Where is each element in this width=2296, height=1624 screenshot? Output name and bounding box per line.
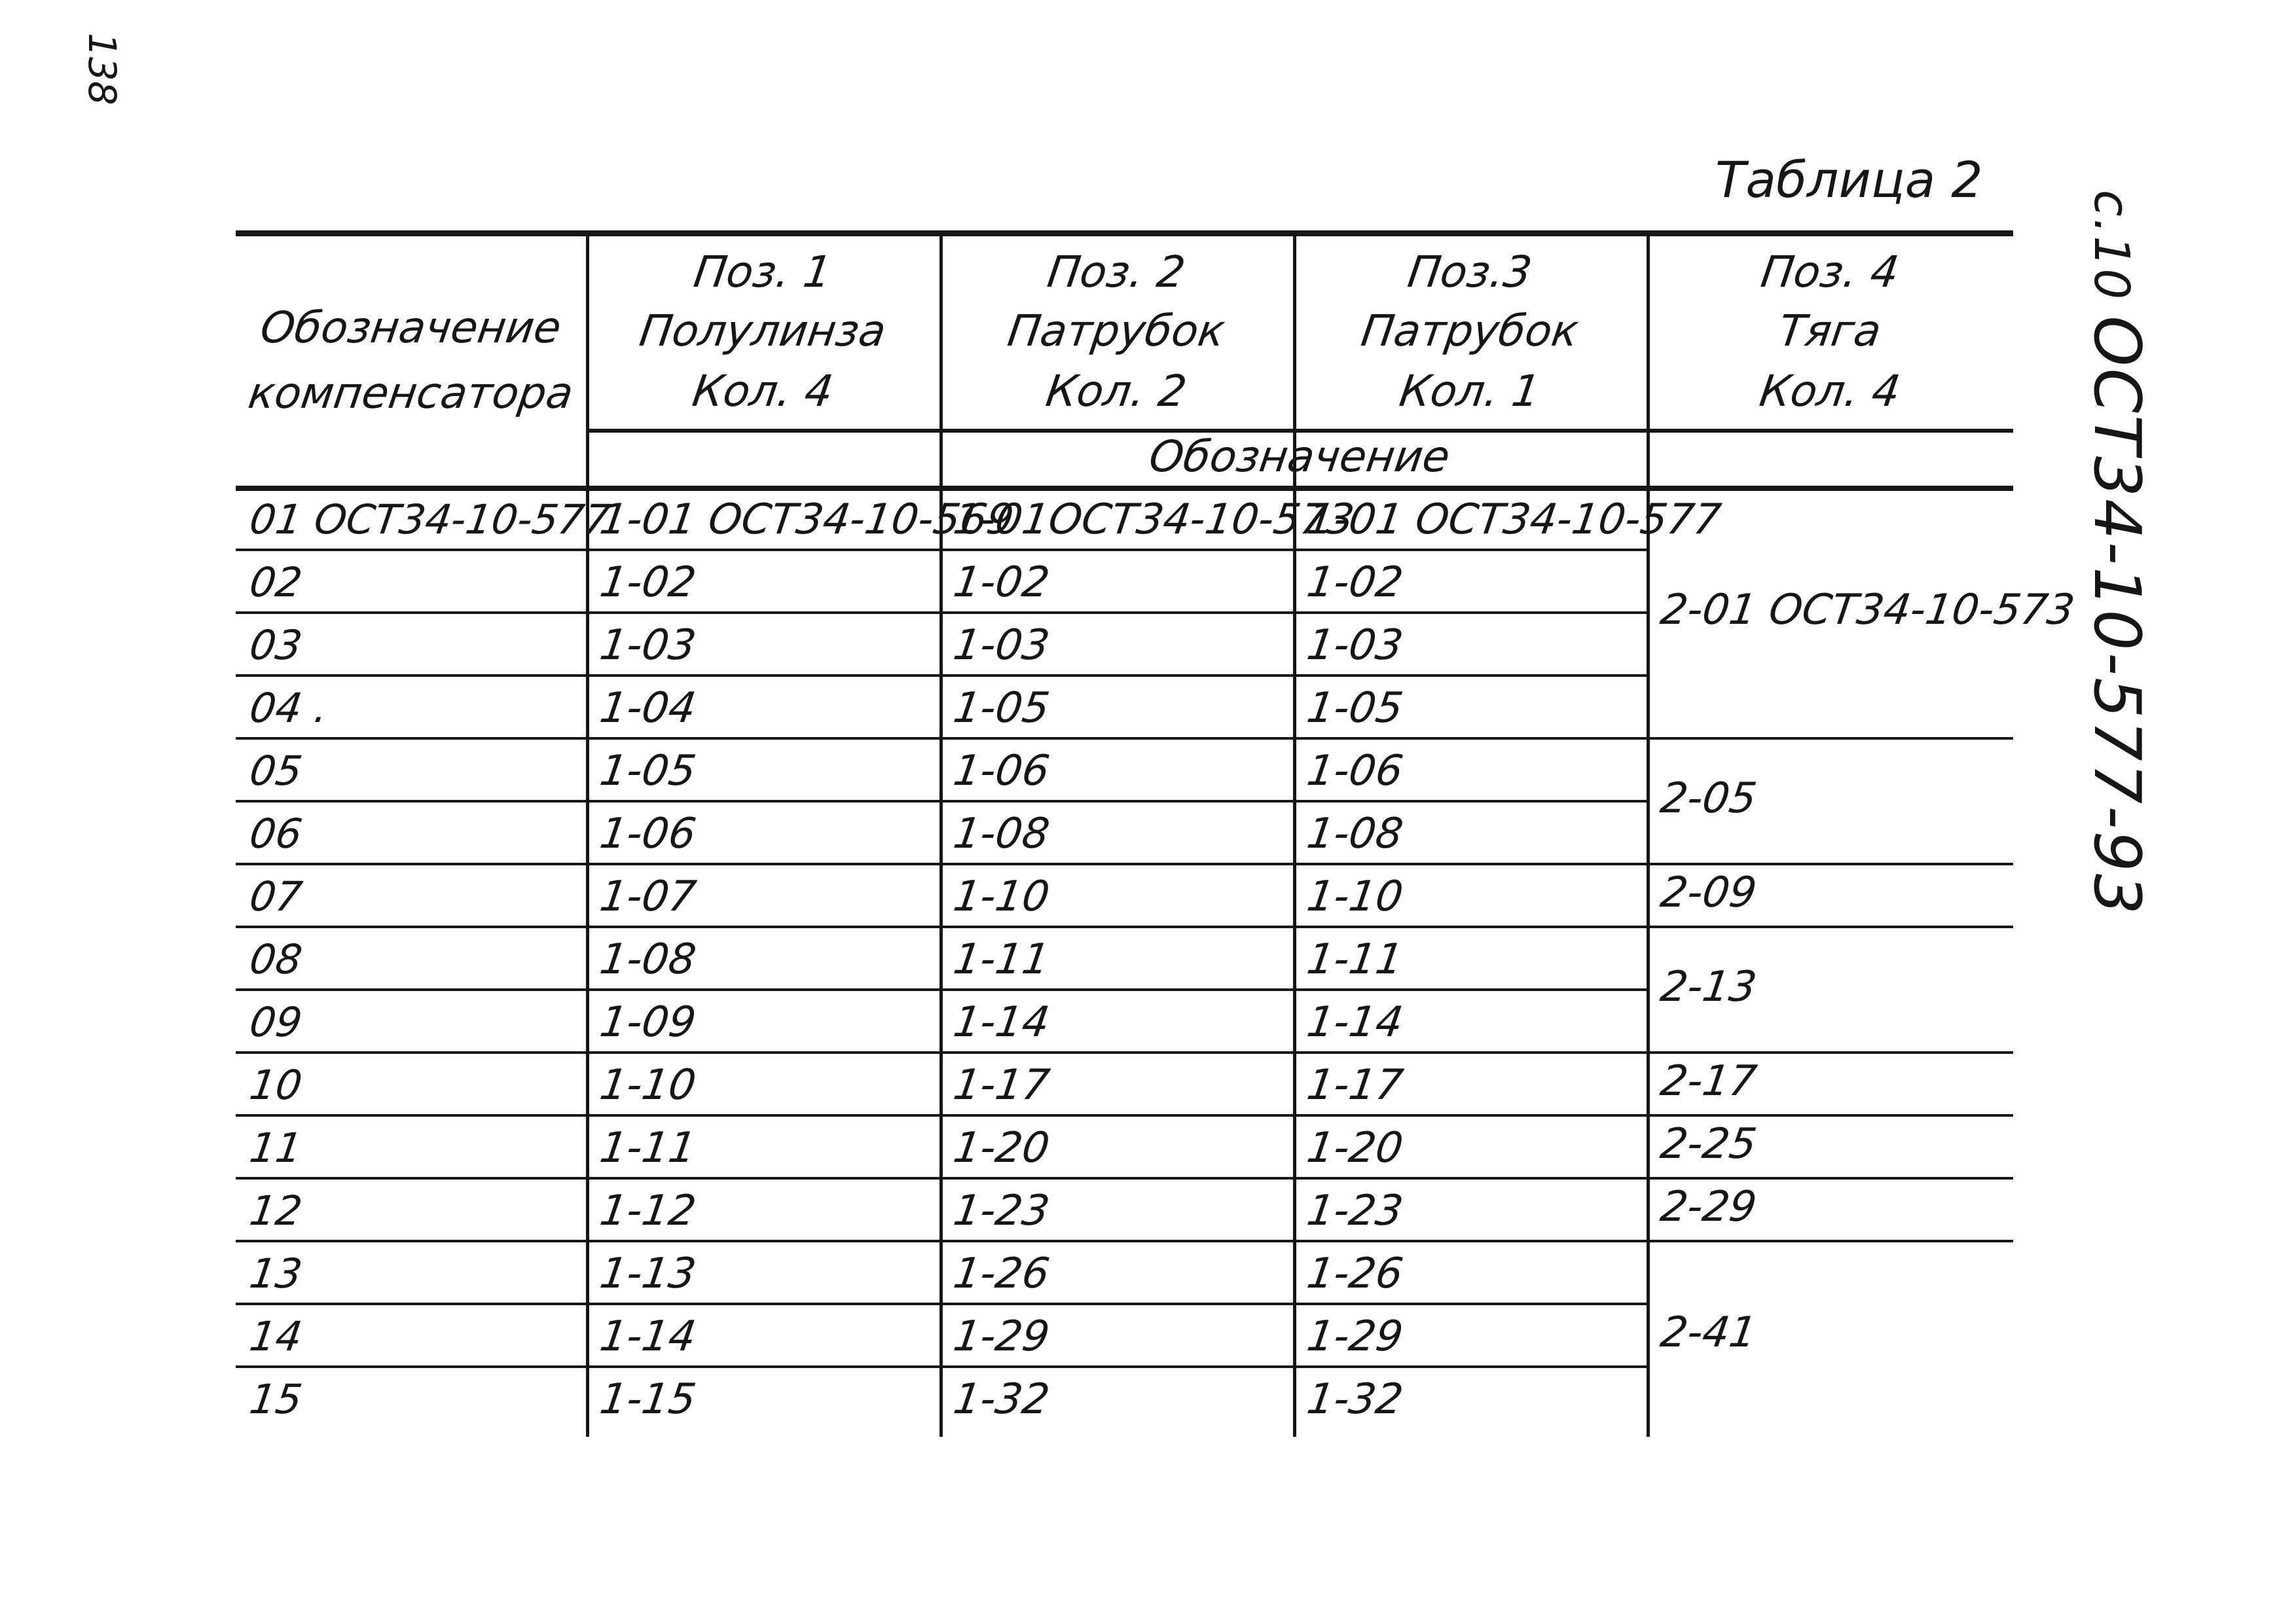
group-rule (1647, 1051, 2013, 1054)
compensator-designation: 12 (246, 1187, 306, 1235)
pos1-designation: 1-09 (596, 998, 699, 1047)
pos1-designation: 1-06 (596, 810, 699, 858)
pos1-designation: 1-14 (596, 1312, 699, 1361)
pos1-designation: 1-15 (596, 1375, 699, 1424)
row-rule (236, 1365, 1647, 1368)
pos2-designation: 1-06 (950, 747, 1053, 795)
group-rule (1647, 1177, 2013, 1180)
pos3-designation: 1-10 (1303, 873, 1406, 921)
pos4-designation: 2-17 (1657, 1057, 1760, 1106)
compensator-designation: 03 (246, 621, 306, 669)
row-rule (236, 549, 1647, 551)
table-caption: Таблица 2 (1715, 151, 1983, 209)
row-rule (236, 611, 1647, 614)
pos1-designation: 1-01 ОСТ34-10-569 (596, 496, 1017, 544)
pos2-designation: 1-08 (950, 810, 1053, 858)
pos2-designation: 1-05 (950, 684, 1053, 732)
pos4-designation: 2-05 (1657, 774, 1760, 823)
row-rule (236, 800, 1647, 803)
pos2-designation: 1-23 (950, 1187, 1053, 1235)
header-position: Поз. 4 (1758, 247, 1903, 297)
pos3-designation: 1-02 (1303, 558, 1406, 607)
compensator-designation: 06 (246, 810, 306, 857)
group-rule (1647, 926, 2013, 928)
pos3-designation: 1-03 (1303, 621, 1406, 670)
pos2-designation: 1-10 (950, 873, 1053, 921)
pos2-designation: 1-11 (950, 935, 1053, 984)
header-designation-label: компенсатора (245, 368, 577, 418)
pos3-designation: 1-14 (1303, 998, 1406, 1047)
header-position: Поз.3 (1404, 247, 1535, 297)
header-quantity: Кол. 4 (689, 366, 837, 416)
row-rule (236, 1114, 1647, 1117)
pos4-designation: 2-01 ОСТ34-10-573 (1657, 586, 2078, 634)
compensator-designation: 11 (246, 1124, 306, 1172)
compensator-designation: 01 ОСТ34-10-577 (246, 496, 613, 543)
header-quantity: Кол. 2 (1042, 366, 1190, 416)
pos1-designation: 1-04 (596, 684, 699, 732)
header-part-name: Патрубок (1004, 306, 1228, 356)
header-quantity: Кол. 1 (1396, 366, 1544, 416)
pos4-designation: 2-29 (1657, 1183, 1760, 1231)
pos2-designation: 1-26 (950, 1250, 1053, 1298)
row-rule (236, 988, 1647, 991)
compensator-designation: 05 (246, 747, 306, 795)
header-part-name: Тяга (1776, 306, 1885, 356)
sheet-number: с.10 (2083, 190, 2140, 302)
header-position: Поз. 1 (691, 247, 835, 297)
header-quantity: Кол. 4 (1756, 366, 1904, 416)
group-rule (1647, 1114, 2013, 1117)
pos1-designation: 1-13 (596, 1250, 699, 1298)
compensator-designation: 09 (246, 998, 306, 1046)
pos2-designation: 1-29 (950, 1312, 1053, 1361)
group-rule (1647, 737, 2013, 740)
compensator-designation: 14 (246, 1312, 306, 1360)
pos1-designation: 1-12 (596, 1187, 699, 1235)
compensator-designation: 04 . (246, 684, 331, 732)
compensator-designation: 07 (246, 873, 306, 920)
row-rule (236, 1240, 1647, 1242)
header-designation-label: Обозначение (257, 302, 564, 353)
pos3-designation: 1-23 (1303, 1187, 1406, 1235)
pos1-designation: 1-08 (596, 935, 699, 984)
header-part-name: Полулинза (636, 306, 889, 356)
pos1-designation: 1-05 (596, 747, 699, 795)
page-number: 138 (80, 33, 124, 105)
pos2-designation: 1-20 (950, 1124, 1053, 1172)
pos1-designation: 1-07 (596, 873, 699, 921)
pos4-designation: 2-09 (1657, 869, 1760, 917)
row-rule (236, 674, 1647, 677)
pos2-designation: 1-32 (950, 1375, 1053, 1424)
table-top-rule (236, 230, 2013, 236)
pos3-designation: 1-06 (1303, 747, 1406, 795)
row-rule (236, 926, 1647, 928)
compensator-designation: 13 (246, 1250, 306, 1297)
pos1-designation: 1-11 (596, 1124, 699, 1172)
pos3-designation: 1-17 (1303, 1061, 1406, 1110)
pos2-designation: 1-02 (950, 558, 1053, 607)
pos2-designation: 1-14 (950, 998, 1053, 1047)
pos4-designation: 2-13 (1657, 963, 1760, 1011)
pos1-designation: 1-02 (596, 558, 699, 607)
pos1-designation: 1-10 (596, 1061, 699, 1110)
row-rule (236, 737, 1647, 740)
row-rule (236, 1051, 1647, 1054)
pos3-designation: 1-20 (1303, 1124, 1406, 1172)
group-rule (1647, 1240, 2013, 1242)
pos4-designation: 2-25 (1657, 1120, 1760, 1168)
row-rule (236, 863, 1647, 865)
compensator-designation: 10 (246, 1061, 306, 1109)
pos3-designation: 1-26 (1303, 1250, 1406, 1298)
compensator-designation: 02 (246, 558, 306, 606)
row-rule (236, 1303, 1647, 1305)
pos2-designation: 1-01ОСТ34-10-573 (950, 496, 1357, 544)
pos1-designation: 1-03 (596, 621, 699, 670)
pos3-designation: 1-29 (1303, 1312, 1406, 1361)
pos3-designation: 1-01 ОСТ34-10-577 (1303, 496, 1724, 544)
pos3-designation: 1-05 (1303, 684, 1406, 732)
pos3-designation: 1-11 (1303, 935, 1406, 984)
row-rule (236, 1177, 1647, 1180)
pos3-designation: 1-32 (1303, 1375, 1406, 1424)
group-rule (1647, 863, 2013, 865)
pos2-designation: 1-03 (950, 621, 1053, 670)
pos4-designation: 2-41 (1657, 1308, 1760, 1357)
standard-code: ОСТ34-10-577-93 (2079, 316, 2154, 917)
header-position: Поз. 2 (1044, 247, 1189, 297)
header-part-name: Патрубок (1358, 306, 1582, 356)
compensator-designation: 08 (246, 935, 306, 983)
document-designation (2079, 190, 2154, 916)
header-sub-designation: Обозначение (1146, 431, 1453, 482)
pos2-designation: 1-17 (950, 1061, 1053, 1110)
pos3-designation: 1-08 (1303, 810, 1406, 858)
compensator-designation: 15 (246, 1375, 306, 1423)
